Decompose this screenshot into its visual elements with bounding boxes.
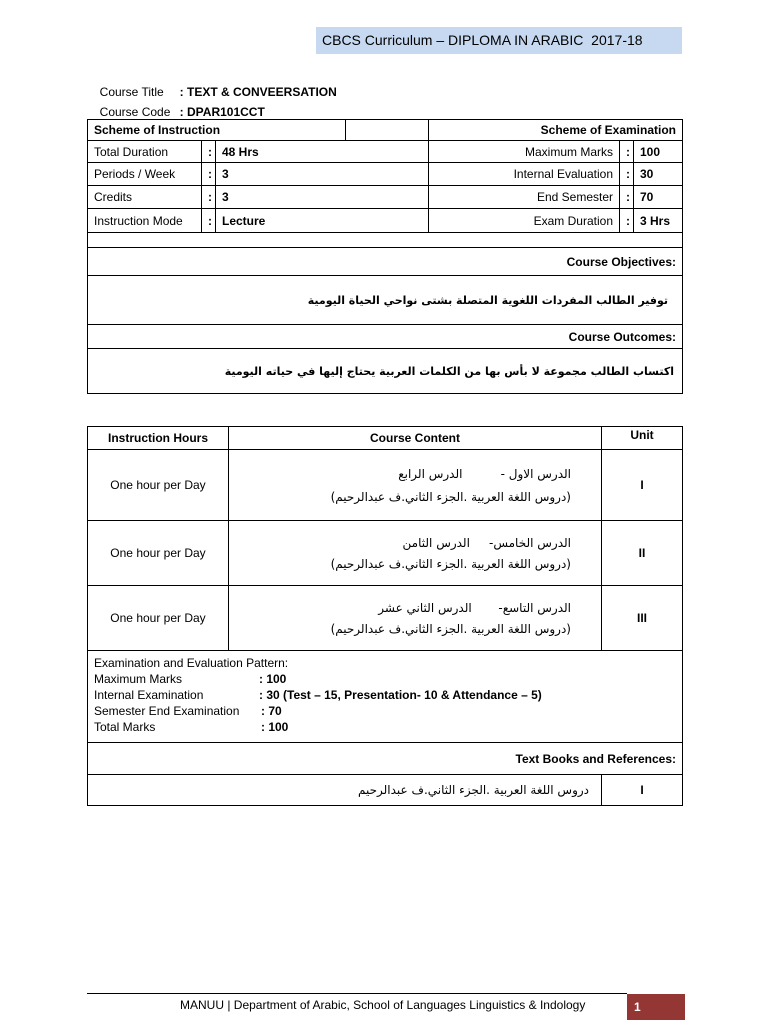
unit-hours: One hour per Day [88,521,229,586]
scheme-separator: : [620,186,634,209]
empty-cell [88,233,683,248]
evaluation-item [94,671,676,687]
unit-content-line: (دروس اللغة العربية .الجزء الثاني.ف عبدالرحيم) [330,556,571,571]
scheme-empty-row [88,233,683,248]
unit-content [229,450,602,521]
unit-content-line: الدرس الخامس- الدرس الثامن [402,535,571,550]
scheme-right-value: 70 [634,186,683,209]
scheme-right-label: Exam Duration [429,209,620,233]
objectives-text: توفير الطالب المفردات اللغوية المتصلة بشتى نواحي الحياة اليومية [88,276,683,325]
scheme-row [88,186,683,209]
unit-hours: One hour per Day [88,586,229,651]
evaluation-pattern [88,651,683,743]
evaluation-value: : 100 [261,720,289,734]
scheme-left-label: Total Duration [88,141,202,163]
unit-content-line: الدرس الاول - الدرس الرابع [398,466,571,481]
document-header-title: CBCS Curriculum – DIPLOMA IN ARABIC 2017-18 [316,27,682,54]
unit-number: I [602,450,683,521]
outcomes-heading-row [88,325,683,349]
page-number: 1 [627,994,685,1020]
unit-row [88,521,683,586]
evaluation-value: : 100 [259,672,287,686]
scheme-separator: : [202,186,216,209]
books-heading-row [88,743,683,775]
course-code-label: Course Code [99,105,171,119]
objectives-heading-row [88,248,683,276]
scheme-row [88,141,683,163]
course-code-value: : DPAR101CCT [179,105,265,119]
scheme-right-value: 30 [634,163,683,186]
scheme-separator: : [202,141,216,163]
book-row [88,775,683,806]
unit-row [88,586,683,651]
footer-rule [87,993,627,994]
scheme-spacer [346,120,429,141]
outcomes-heading: Course Outcomes: [88,325,683,349]
unit-content-line: الدرس التاسع- الدرس الثاني عشر [378,600,571,615]
scheme-row [88,209,683,233]
content-header-row [88,427,683,450]
scheme-left-value: 3 [216,186,429,209]
scheme-left-label: Credits [88,186,202,209]
evaluation-item [94,719,676,735]
scheme-heading-row [88,120,683,141]
evaluation-item [94,687,676,703]
evaluation-value: : 30 (Test – 15, Presentation- 10 & Attendance – 5) [259,688,542,702]
scheme-row [88,163,683,186]
course-code-line [93,91,265,119]
objectives-heading: Course Objectives: [88,248,683,276]
course-title-value: : TEXT & CONVEERSATION [179,85,337,99]
unit-content-line: (دروس اللغة العربية .الجزء الثاني.ف عبدالرحيم) [330,489,571,504]
evaluation-label: Total Marks [94,720,156,734]
instruction-hours-header: Instruction Hours [88,427,229,450]
scheme-left-value: 48 Hrs [216,141,429,163]
outcomes-row [88,349,683,394]
evaluation-heading: Examination and Evaluation Pattern: [94,656,289,670]
unit-content-line: (دروس اللغة العربية .الجزء الثاني.ف عبدالرحيم) [330,621,571,636]
book-title: دروس اللغة العربية .الجزء الثاني.ف عبدالرحيم [88,775,602,806]
scheme-separator: : [620,141,634,163]
evaluation-value: : 70 [261,704,282,718]
scheme-right-label: Maximum Marks [429,141,620,163]
unit-hours: One hour per Day [88,450,229,521]
scheme-left-label: Instruction Mode [88,209,202,233]
scheme-right-label: End Semester [429,186,620,209]
evaluation-item [94,703,676,719]
unit-header: Unit [602,427,683,450]
scheme-left-value: Lecture [216,209,429,233]
course-content-table [87,426,683,806]
unit-row [88,450,683,521]
course-title-label: Course Title [99,85,164,99]
unit-content [229,586,602,651]
unit-number: III [602,586,683,651]
scheme-right-value: 100 [634,141,683,163]
course-content-header: Course Content [229,427,602,450]
scheme-left-value: 3 [216,163,429,186]
scheme-right-value: 3 Hrs [634,209,683,233]
scheme-instruction-heading: Scheme of Instruction [88,120,346,141]
scheme-separator: : [202,163,216,186]
scheme-examination-heading: Scheme of Examination [429,120,683,141]
scheme-left-label: Periods / Week [88,163,202,186]
scheme-right-label: Internal Evaluation [429,163,620,186]
evaluation-row [88,651,683,743]
book-number: I [602,775,683,806]
unit-number: II [602,521,683,586]
scheme-separator: : [620,209,634,233]
books-heading: Text Books and References: [88,743,683,775]
footer-text: MANUU | Department of Arabic, School of Languages Linguistics & Indology [180,998,586,1012]
scheme-separator: : [620,163,634,186]
scheme-table [87,119,683,394]
unit-content [229,521,602,586]
evaluation-label: Semester End Examination [94,704,240,718]
evaluation-label: Maximum Marks [94,672,183,686]
evaluation-label: Internal Examination [94,688,204,702]
outcomes-text: اكتساب الطالب مجموعة لا بأس بها من الكلمات العربية يحتاج إليها في حياته اليومية [88,349,683,394]
scheme-separator: : [202,209,216,233]
objectives-row [88,276,683,325]
